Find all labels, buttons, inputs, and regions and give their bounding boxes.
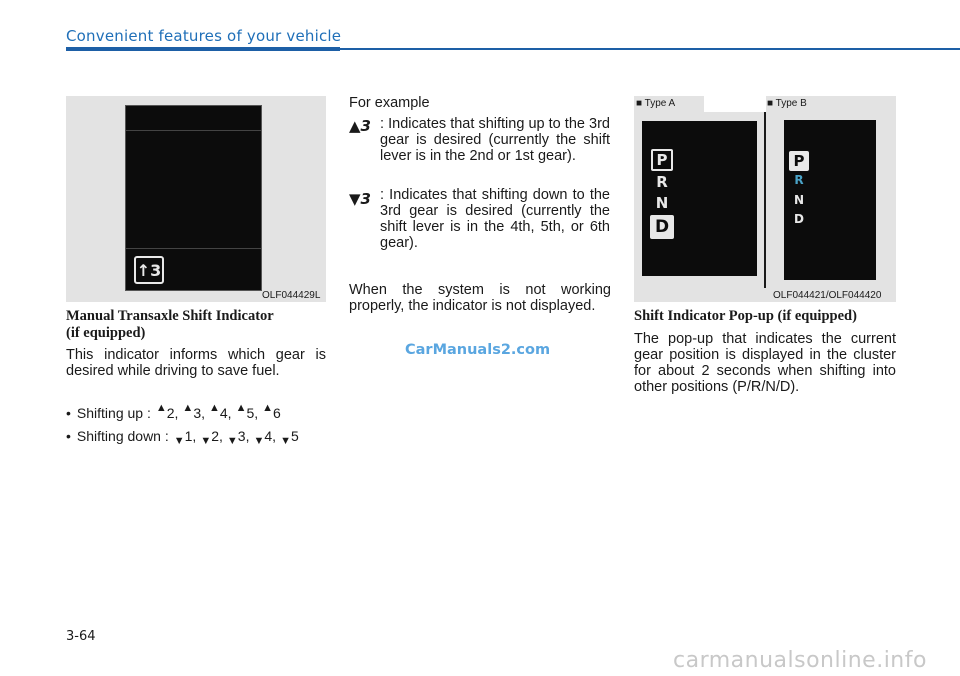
gear-number: 4, (264, 428, 277, 444)
gear-up-item (262, 402, 281, 421)
site-watermark: carmanualsonline.info (673, 648, 927, 673)
header-rule-light (340, 48, 960, 50)
cluster-display (125, 105, 262, 291)
gear-number: 3, (193, 405, 205, 421)
up-arrow-three-icon: ▲3 (349, 117, 371, 135)
triangle-up-icon: ▲ (235, 402, 247, 414)
example-title: For example (349, 95, 430, 111)
type-a-tab-gap (704, 96, 766, 112)
down-arrow-three-icon: ▼3 (349, 190, 371, 208)
triangle-up-icon: ▲ (262, 402, 274, 414)
gear-number: 6 (273, 405, 281, 421)
type-a-gear-n: N (655, 194, 669, 212)
triangle-down-icon: ▼ (226, 435, 238, 447)
shift-up-bullet (66, 402, 281, 421)
gear-up-item (235, 402, 259, 421)
type-b-gear-d: D (794, 212, 804, 226)
cluster-divider-top (126, 130, 261, 131)
shift-down-bullet (66, 428, 299, 447)
shift-up-label: Shifting up : (76, 405, 151, 421)
type-b-gear-p: P (789, 151, 809, 171)
shift-down-label: Shifting down : (76, 428, 169, 444)
type-b-display (784, 120, 876, 280)
gear-number: 2, (211, 428, 223, 444)
triangle-up-icon: ▲ (209, 402, 220, 414)
bullet-dot: • (66, 405, 71, 421)
type-b-gear-r: R (794, 173, 804, 187)
type-a-gear-r: R (656, 173, 668, 191)
figure-divider (764, 112, 766, 288)
triangle-down-icon: ▼ (173, 435, 185, 447)
popup-indicator-body: The pop-up that indicates the current gear position is displayed in the cluster for about 2 seconds when shifting into other positions (P/R/N/D). (634, 331, 896, 395)
page-number: 3-64 (66, 629, 96, 644)
shift-up-gear-indicator: ↑3 (134, 256, 164, 284)
triangle-up-icon: ▲ (155, 402, 167, 414)
cluster-divider-bottom (126, 248, 261, 249)
carmanuals-watermark: CarManuals2.com (405, 342, 551, 358)
manual-indicator-intro: This indicator informs which gear is desired while driving to save fuel. (66, 347, 326, 379)
type-a-display (642, 121, 757, 276)
heading-line-2: (if equipped) (66, 325, 146, 341)
gear-number: 2, (166, 405, 179, 421)
type-b-label: ■ Type B (767, 98, 807, 109)
type-a-gear-p: P (651, 149, 673, 171)
gear-down-item (200, 428, 223, 447)
up-example-text: : Indicates that shifting up to the 3rd gear is desired (currently the shift lever is in the 2nd or 1st gear). (380, 116, 610, 164)
header-rule-dark (66, 47, 340, 51)
gear-number: 3, (237, 428, 250, 444)
gear-number: 1, (184, 428, 197, 444)
gear-up-item (155, 402, 179, 421)
manual-shift-indicator-heading (66, 308, 336, 342)
type-b-gear-n: N (793, 193, 805, 207)
gear-up-item (182, 402, 205, 421)
popup-indicator-heading: Shift Indicator Pop-up (if equipped) (634, 308, 857, 324)
shift-down-gear-list (169, 428, 299, 447)
section-header-title: Convenient features of your vehicle (66, 27, 342, 45)
not-working-note: When the system is not working properly, the indicator is not displayed. (349, 282, 611, 314)
gear-number: 5, (246, 405, 259, 421)
gear-up-item (209, 402, 232, 421)
down-example-text: : Indicates that shifting down to the 3rd gear is desired (currently the shift lever is in the 4th, 5th, or 6th gear). (380, 187, 610, 251)
shift-up-gear-list (151, 402, 281, 421)
bullet-dot: • (66, 428, 71, 444)
gear-down-item (226, 428, 250, 447)
triangle-down-icon: ▼ (253, 435, 265, 447)
gear-number: 4, (219, 405, 232, 421)
triangle-down-icon: ▼ (200, 435, 212, 447)
gear-down-item (253, 428, 277, 447)
triangle-down-icon: ▼ (280, 435, 291, 447)
figure-code-right: OLF044421/OLF044420 (773, 290, 882, 301)
gear-number: 5 (290, 428, 299, 444)
type-a-label: ■ Type A (636, 98, 676, 109)
heading-line-1: Manual Transaxle Shift Indicator (66, 308, 274, 324)
figure-code-left: OLF044429L (262, 290, 321, 301)
triangle-up-icon: ▲ (182, 402, 194, 414)
type-a-gear-d: D (650, 215, 674, 239)
gear-down-item (173, 428, 197, 447)
gear-down-item (280, 428, 299, 447)
